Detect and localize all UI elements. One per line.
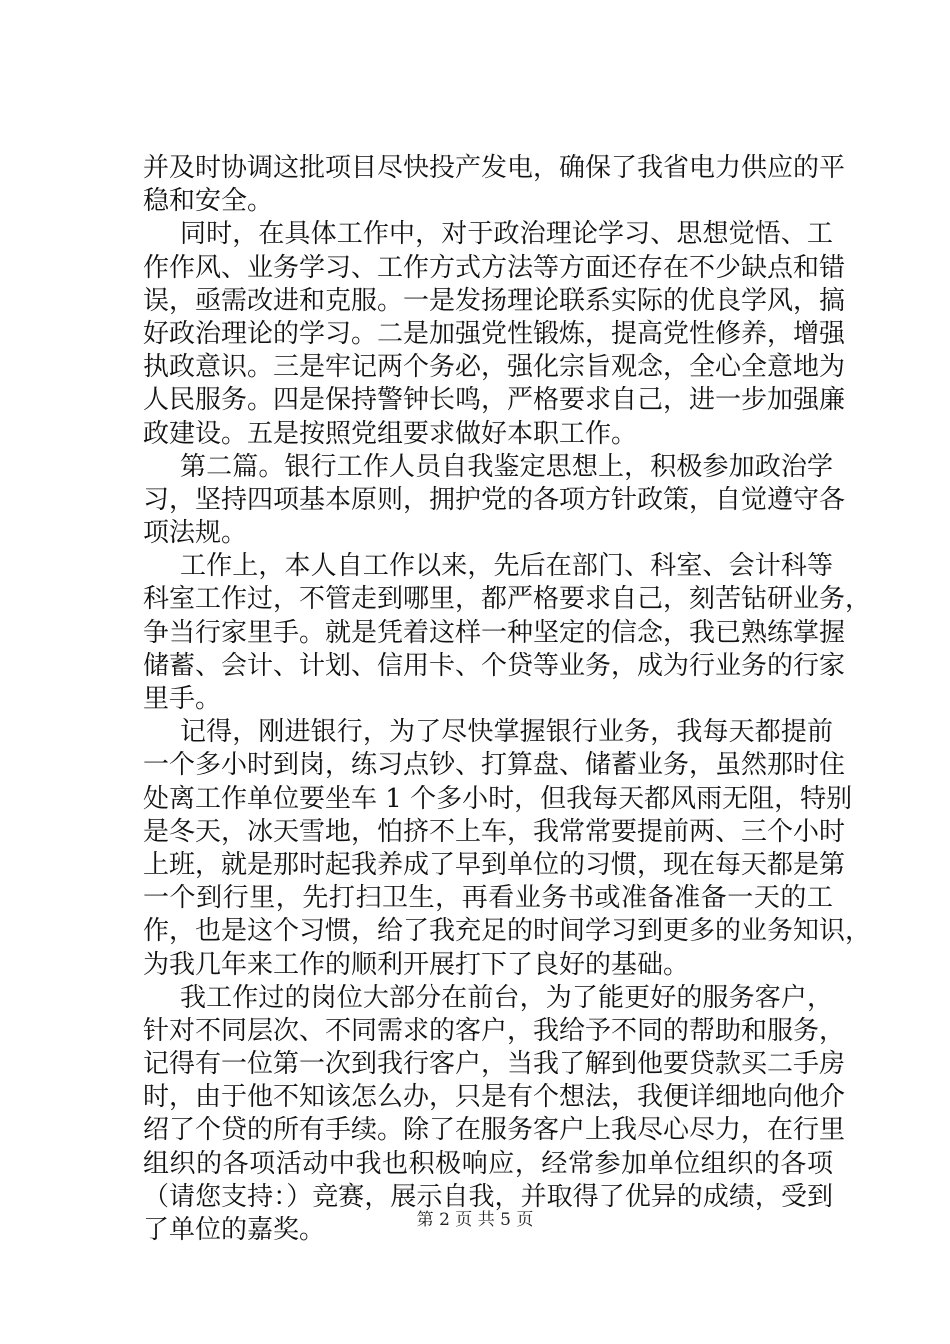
text-line: 作，也是这个习惯，给了我充足的时间学习到更多的业务知识， [143, 916, 872, 947]
text-line: 里手。 [143, 684, 222, 714]
text-line: 为我几年来工作的顺利开展打下了良好的基础。 [143, 949, 690, 980]
text-line: 了单位的嘉奖。 [143, 1215, 326, 1245]
paragraph-first-line: 我工作过的岗位大部分在前台，为了能更好的服务客户， [180, 982, 833, 1013]
paragraph-first-line: 工作上，本人自工作以来，先后在部门、科室、会计科等 [180, 551, 833, 582]
paragraph-first-line: 同时，在具体工作中，对于政治理论学习、思想觉悟、工 [180, 219, 833, 250]
text-line: 一个到行里，先打扫卫生，再看业务书或准备准备一天的工 [143, 883, 833, 914]
text-line: 是冬天，冰天雪地，怕挤不上车，我常常要提前两、三个小时 [143, 816, 846, 847]
paragraph-first-line: 记得，刚进银行，为了尽快掌握银行业务，我每天都提前 [180, 717, 833, 748]
text-line: 科室工作过，不管走到哪里，都严格要求自己，刻苦钻研业务， [143, 584, 872, 615]
text-line: （请您支持：）竞赛，展示自我，并取得了优异的成绩，受到 [143, 1181, 833, 1212]
text-line: 绍了个贷的所有手续。除了在服务客户上我尽心尽力，在行里 [143, 1115, 846, 1146]
text-line: 好政治理论的学习。二是加强党性锻炼，提高党性修养，增强 [143, 318, 846, 349]
text-line: 组织的各项活动中我也积极响应，经常参加单位组织的各项 [143, 1148, 833, 1179]
text-line: 记得有一位第一次到我行客户，当我了解到他要贷款买二手房 [143, 1049, 846, 1080]
text-line: 争当行家里手。就是凭着这样一种坚定的信念，我已熟练掌握 [143, 617, 846, 648]
text-line: 习，坚持四项基本原则，拥护党的各项方针政策，自觉遵守各 [143, 484, 846, 515]
text-line: 项法规。 [143, 518, 248, 549]
text-line: 上班，就是那时起我养成了早到单位的习惯，现在每天都是第 [143, 849, 846, 880]
text-line: 一个多小时到岗，练习点钞、打算盘、储蓄业务，虽然那时住 [143, 750, 846, 781]
text-line: 稳和安全。 [143, 186, 274, 217]
text-line: 并及时协调这批项目尽快投产发电，确保了我省电力供应的平 [143, 153, 846, 183]
paragraph-first-line: 第二篇。银行工作人员自我鉴定思想上，积极参加政治学 [180, 451, 833, 482]
text-line: 针对不同层次、不同需求的客户，我给予不同的帮助和服务， [143, 1015, 846, 1046]
text-line: 作作风、业务学习、工作方式方法等方面还存在不少缺点和错 [143, 252, 846, 283]
document-body [143, 152, 872, 1247]
text-line: 储蓄、会计、计划、信用卡、个贷等业务，成为行业务的行家 [143, 650, 846, 681]
text-line: 人民服务。四是保持警钟长鸣，严格要求自己，进一步加强廉 [143, 385, 846, 416]
text-line: 误，亟需改进和克服。一是发扬理论联系实际的优良学风，搞 [143, 285, 846, 316]
text-line: 执政意识。三是牢记两个务必，强化宗旨观念，全心全意地为 [143, 352, 846, 383]
text-line: 政建设。五是按照党组要求做好本职工作。 [143, 418, 638, 449]
page-number-footer: 第 2 页 共 5 页 [416, 1210, 534, 1230]
text-line: 时，由于他不知该怎么办，只是有个想法，我便详细地向他介 [143, 1082, 846, 1113]
text-line: 处离工作单位要坐车 1 个多小时，但我每天都风雨无阻，特别 [143, 783, 853, 814]
